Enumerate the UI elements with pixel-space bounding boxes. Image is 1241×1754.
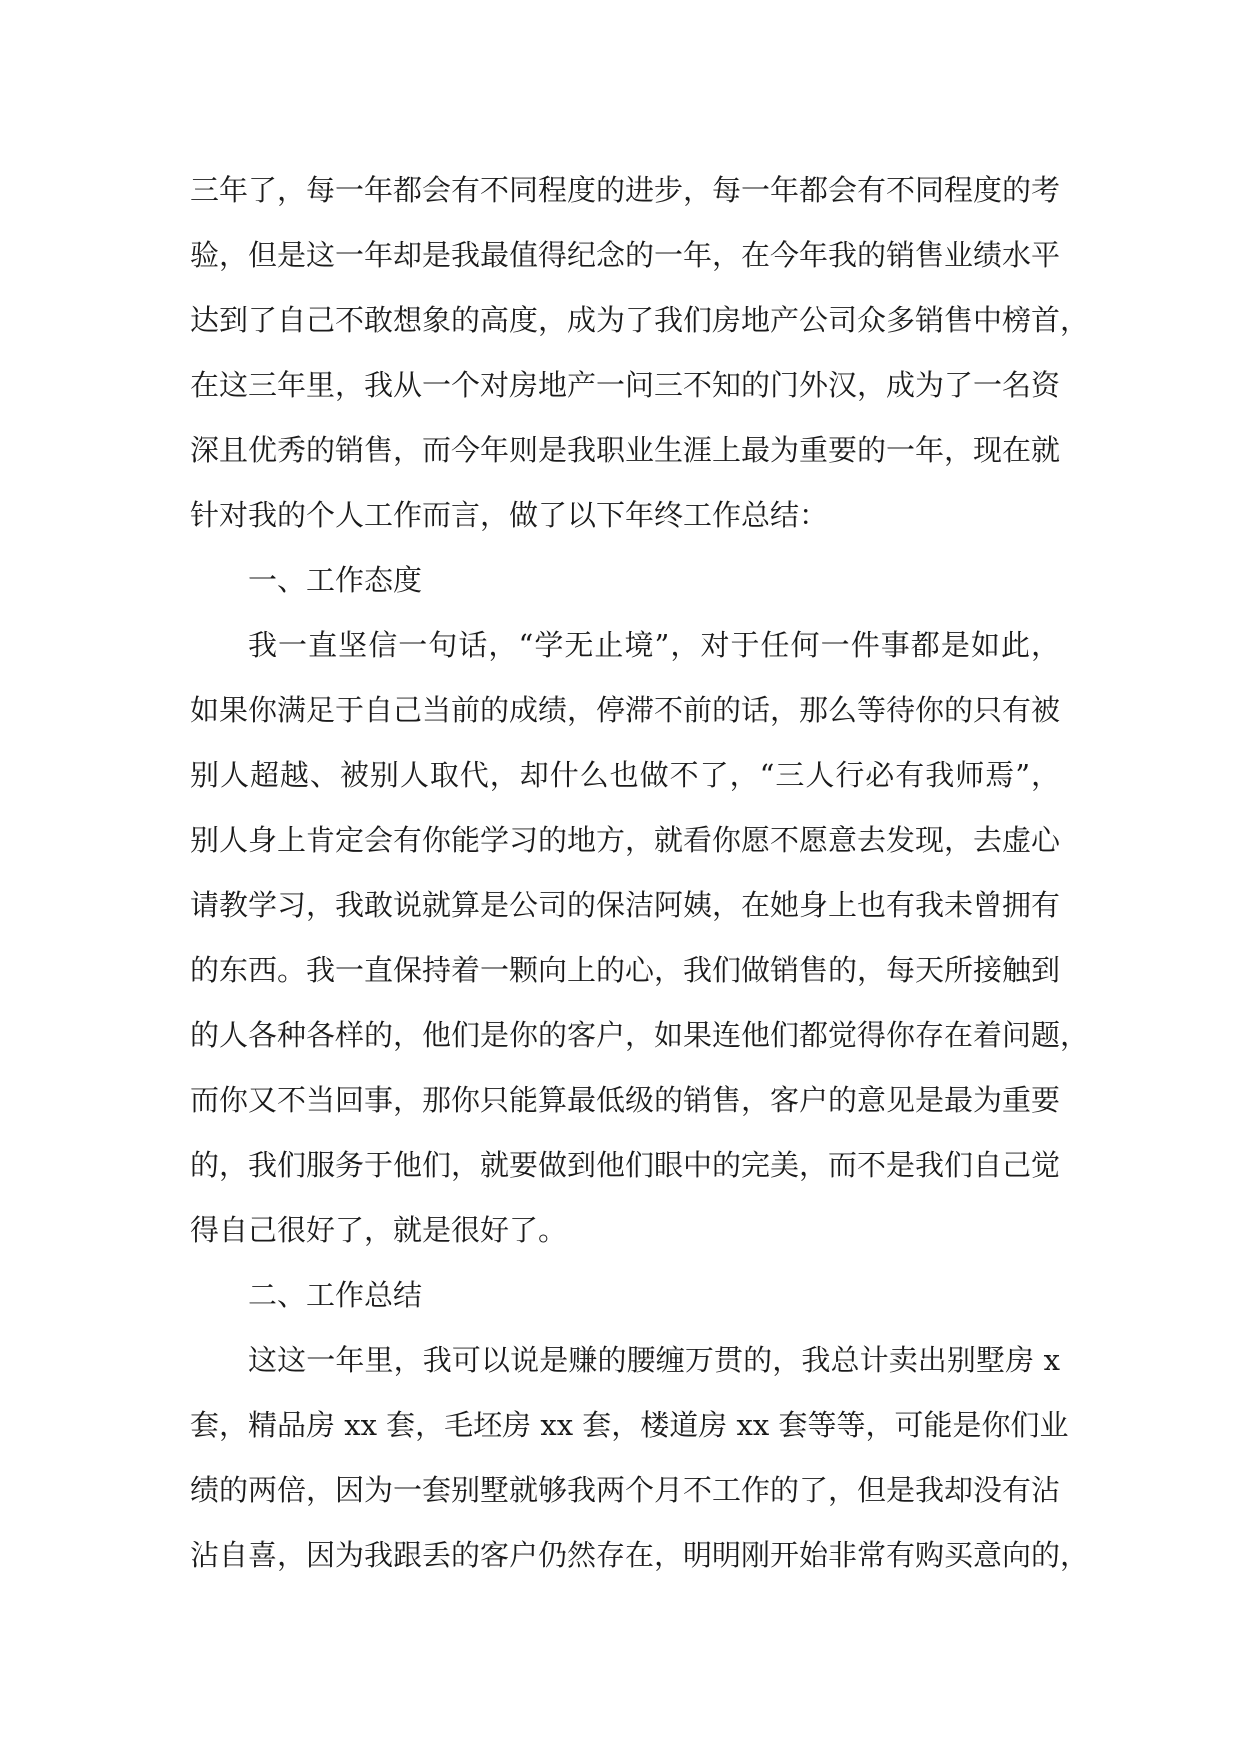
paragraph-line: 沾自喜，因为我跟丢的客户仍然存在，明明刚开始非常有购买意向的， xyxy=(190,1538,1090,1572)
body-text xyxy=(190,158,1090,1588)
paragraph-line: 的东西。我一直保持着一颗向上的心，我们做销售的，每天所接触到 xyxy=(190,953,1061,987)
paragraph-line: 三年了，每一年都会有不同程度的进步，每一年都会有不同程度的考 xyxy=(190,173,1061,207)
paragraph-line: 的人各种各样的，他们是你的客户，如果连他们都觉得你存在着问题， xyxy=(190,1018,1090,1052)
section-heading-work-summary: 二、工作总结 xyxy=(248,1278,423,1312)
paragraph-line: 这这一年里，我可以说是赚的腰缠万贯的，我总计卖出别墅房 x xyxy=(248,1343,1060,1377)
paragraph-line: 如果你满足于自己当前的成绩，停滞不前的话，那么等待你的只有被 xyxy=(190,693,1061,727)
paragraph-line: 绩的两倍，因为一套别墅就够我两个月不工作的了，但是我却没有沾 xyxy=(190,1473,1061,1507)
paragraph-line: 别人身上肯定会有你能学习的地方，就看你愿不愿意去发现，去虚心 xyxy=(190,823,1061,857)
paragraph-line: 达到了自己不敢想象的高度，成为了我们房地产公司众多销售中榜首， xyxy=(190,303,1090,337)
paragraph-line: 在这三年里，我从一个对房地产一问三不知的门外汉，成为了一名资 xyxy=(190,368,1061,402)
section-heading-work-attitude: 一、工作态度 xyxy=(248,563,423,597)
paragraph-line: 得自己很好了，就是很好了。 xyxy=(190,1213,568,1247)
paragraph-line: 请教学习，我敢说就算是公司的保洁阿姨，在她身上也有我未曾拥有 xyxy=(190,888,1061,922)
paragraph-line: 验，但是这一年却是我最值得纪念的一年，在今年我的销售业绩水平 xyxy=(190,238,1061,272)
paragraph-line: 套，精品房 xx 套，毛坯房 xx 套，楼道房 xx 套等等，可能是你们业 xyxy=(190,1408,1069,1442)
paragraph-line: 而你又不当回事，那你只能算最低级的销售，客户的意见是最为重要 xyxy=(190,1083,1061,1117)
paragraph-line: 的，我们服务于他们，就要做到他们眼中的完美，而不是我们自己觉 xyxy=(190,1148,1061,1182)
paragraph-line: 别人超越、被别人取代，却什么也做不了，“三人行必有我师焉”， xyxy=(190,758,1060,792)
paragraph-line: 针对我的个人工作而言，做了以下年终工作总结： xyxy=(190,498,829,532)
paragraph-line: 深且优秀的销售，而今年则是我职业生涯上最为重要的一年，现在就 xyxy=(190,433,1061,467)
paragraph-line: 我一直坚信一句话，“学无止境”，对于任何一件事都是如此， xyxy=(248,628,1060,662)
